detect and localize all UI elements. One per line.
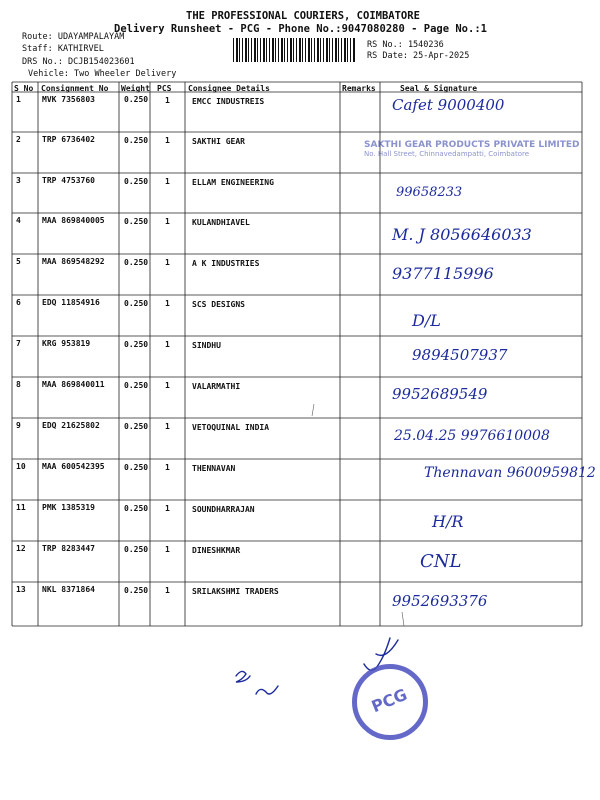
- row-signature: Cafet 9000400: [392, 96, 505, 114]
- col-seal-signature: Seal & Signature: [400, 84, 478, 93]
- row-consignment-no: KRG 953819: [42, 339, 91, 348]
- row-weight: 0.250: [124, 299, 149, 308]
- row-pcs: 1: [165, 217, 170, 226]
- row-signature: 9894507937: [412, 346, 508, 364]
- row-consignment-no: EDQ 11854916: [42, 298, 100, 307]
- col-consignee: Consignee Details: [188, 84, 270, 93]
- rs-date: RS Date: 25-Apr-2025: [367, 51, 470, 61]
- row-consignment-no: TRP 8283447: [42, 544, 95, 553]
- vehicle-label: Vehicle: Two Wheeler Delivery: [28, 69, 177, 79]
- row-weight: 0.250: [124, 177, 149, 186]
- row-sno: 4: [16, 216, 21, 225]
- row-sno: 12: [16, 544, 26, 553]
- row-sno: 9: [16, 421, 21, 430]
- row-consignee: SCS DESIGNS: [192, 300, 245, 309]
- row-consignee: A K INDUSTRIES: [192, 259, 260, 268]
- row-consignment-no: PMK 1385319: [42, 503, 95, 512]
- row-weight: 0.250: [124, 381, 149, 390]
- col-remarks: Remarks: [342, 84, 376, 93]
- company-seal: SAKTHI GEAR PRODUCTS PRIVATE LIMITED No. Hall Street, Chinnavedampatti, Coimbatore: [364, 140, 580, 158]
- row-pcs: 1: [165, 340, 170, 349]
- row-pcs: 1: [165, 463, 170, 472]
- row-consignee: SAKTHI GEAR: [192, 137, 245, 146]
- row-consignee: DINESHKMAR: [192, 546, 241, 555]
- row-weight: 0.250: [124, 217, 149, 226]
- rs-number: RS No.: 1540236: [367, 40, 444, 50]
- company-title: THE PROFESSIONAL COURIERS, COIMBATORE: [186, 10, 420, 22]
- row-pcs: 1: [165, 586, 170, 595]
- row-pcs: 1: [165, 504, 170, 513]
- row-sno: 5: [16, 257, 21, 266]
- col-sno: S No: [14, 84, 34, 93]
- runsheet-title: Delivery Runsheet - PCG - Phone No.:9047080280 - Page No.:1: [114, 23, 487, 35]
- row-weight: 0.250: [124, 422, 149, 431]
- row-signature: 99658233: [396, 185, 463, 200]
- row-consignee: THENNAVAN: [192, 464, 236, 473]
- row-consignee: SRILAKSHMI TRADERS: [192, 587, 279, 596]
- row-sno: 3: [16, 176, 21, 185]
- row-consignee: EMCC INDUSTREIS: [192, 97, 265, 106]
- row-signature: 9377115996: [392, 264, 494, 283]
- row-sno: 13: [16, 585, 26, 594]
- row-consignment-no: MAA 869840005: [42, 216, 105, 225]
- row-consignee: VALARMATHI: [192, 382, 241, 391]
- row-weight: 0.250: [124, 463, 149, 472]
- row-sno: 6: [16, 298, 21, 307]
- row-sno: 10: [16, 462, 26, 471]
- pcg-stamp-text: PCG: [368, 684, 410, 717]
- row-pcs: 1: [165, 136, 170, 145]
- row-consignment-no: MAA 869548292: [42, 257, 105, 266]
- row-sno: 2: [16, 135, 21, 144]
- row-consignment-no: NKL 8371864: [42, 585, 95, 594]
- row-signature: 9952693376: [392, 592, 488, 610]
- row-sno: 1: [16, 95, 21, 104]
- staff-label: Staff: KATHIRVEL: [22, 44, 104, 54]
- row-weight: 0.250: [124, 340, 149, 349]
- row-signature: M. J 8056646033: [392, 225, 532, 244]
- row-pcs: 1: [165, 422, 170, 431]
- row-weight: 0.250: [124, 95, 149, 104]
- row-consignee: SOUNDHARRAJAN: [192, 505, 255, 514]
- row-pcs: 1: [165, 177, 170, 186]
- row-sno: 8: [16, 380, 21, 389]
- row-pcs: 1: [165, 258, 170, 267]
- pcg-stamp: [352, 664, 428, 740]
- row-sno: 11: [16, 503, 26, 512]
- drs-label: DRS No.: DCJB154023601: [22, 57, 135, 67]
- row-weight: 0.250: [124, 258, 149, 267]
- row-weight: 0.250: [124, 136, 149, 145]
- row-consignment-no: MVK 7356803: [42, 95, 95, 104]
- row-consignee: VETOQUINAL INDIA: [192, 423, 270, 432]
- row-pcs: 1: [165, 299, 170, 308]
- row-sno: 7: [16, 339, 21, 348]
- row-signature: Thennavan 9600959812: [424, 465, 596, 481]
- row-consignment-no: MAA 600542395: [42, 462, 105, 471]
- row-consignee: ELLAM ENGINEERING: [192, 178, 274, 187]
- col-consignment-no: Consignment No: [41, 84, 109, 93]
- row-signature: 25.04.25 9976610008: [394, 428, 550, 444]
- col-weight: Weight: [121, 84, 150, 93]
- row-signature: 9952689549: [392, 385, 488, 403]
- row-weight: 0.250: [124, 545, 149, 554]
- row-weight: 0.250: [124, 586, 149, 595]
- row-pcs: 1: [165, 96, 170, 105]
- row-weight: 0.250: [124, 504, 149, 513]
- row-consignee: SINDHU: [192, 341, 221, 350]
- row-consignment-no: TRP 6736402: [42, 135, 95, 144]
- col-pcs: PCS: [157, 84, 172, 93]
- row-consignment-no: MAA 869840011: [42, 380, 105, 389]
- row-pcs: 1: [165, 545, 170, 554]
- row-consignee: KULANDHIAVEL: [192, 218, 250, 227]
- route-label: Route: UDAYAMPALAYAM: [22, 32, 125, 42]
- row-signature: CNL: [420, 551, 462, 572]
- row-signature: H/R: [432, 512, 464, 531]
- row-consignment-no: TRP 4753760: [42, 176, 95, 185]
- row-signature: D/L: [412, 311, 441, 330]
- row-consignment-no: EDQ 21625802: [42, 421, 100, 430]
- row-pcs: 1: [165, 381, 170, 390]
